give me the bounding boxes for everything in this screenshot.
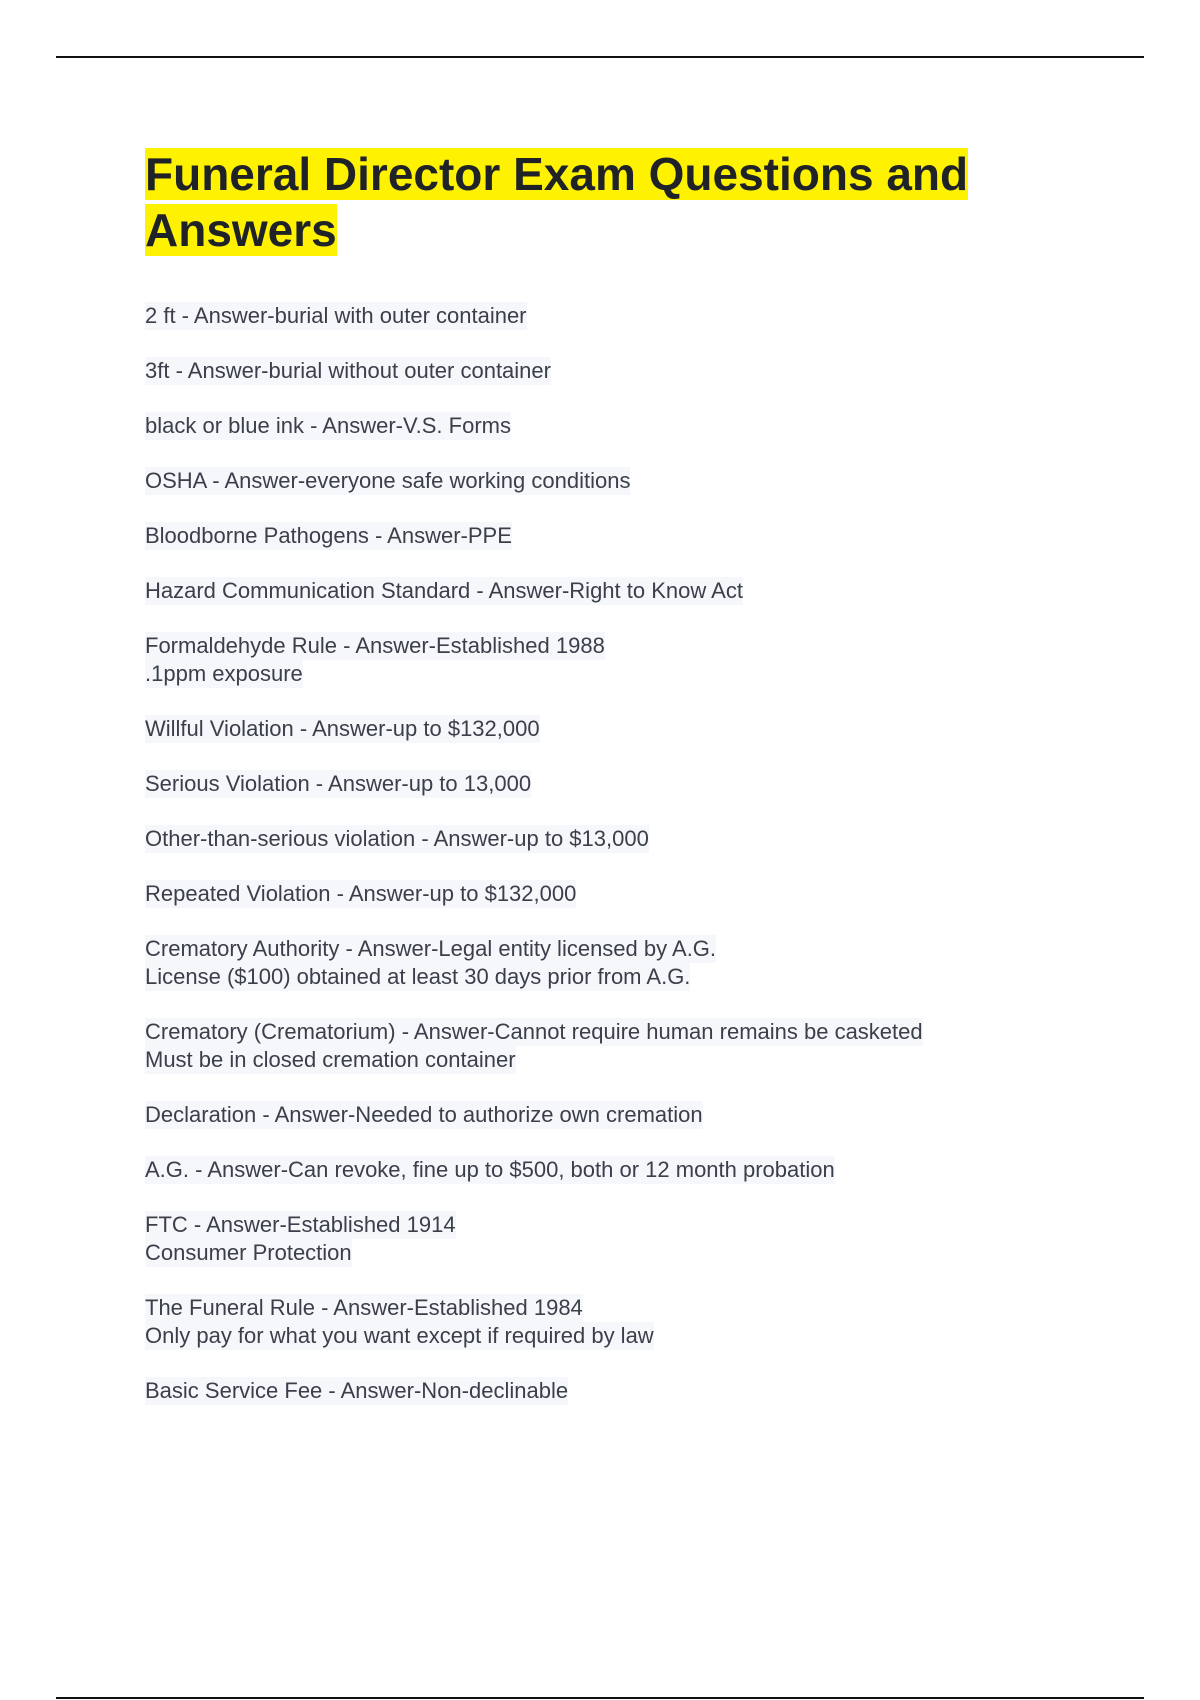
qa-text: Other-than-serious violation - Answer-up to $13,000 xyxy=(145,826,649,851)
qa-item xyxy=(145,770,1045,798)
qa-text-continued: License ($100) obtained at least 30 days prior from A.G. xyxy=(145,964,691,989)
qa-item xyxy=(145,1211,1045,1267)
qa-item xyxy=(145,577,1045,605)
qa-text: A.G. - Answer-Can revoke, fine up to $500, both or 12 month probation xyxy=(145,1157,835,1182)
qa-text: 3ft - Answer-burial without outer container xyxy=(145,358,551,383)
document-title xyxy=(145,146,1045,258)
qa-item xyxy=(145,880,1045,908)
qa-item xyxy=(145,632,1045,688)
qa-text: Bloodborne Pathogens - Answer-PPE xyxy=(145,523,512,548)
qa-text: Formaldehyde Rule - Answer-Established 1988 xyxy=(145,633,605,658)
qa-text: 2 ft - Answer-burial with outer container xyxy=(145,303,527,328)
qa-item xyxy=(145,412,1045,440)
qa-item xyxy=(145,935,1045,991)
qa-item xyxy=(145,357,1045,385)
qa-text: Hazard Communication Standard - Answer-Right to Know Act xyxy=(145,578,743,603)
qa-item xyxy=(145,715,1045,743)
bottom-rule xyxy=(56,1697,1144,1699)
qa-text: Crematory Authority - Answer-Legal entity licensed by A.G. xyxy=(145,936,717,961)
qa-text: Crematory (Crematorium) - Answer-Cannot require human remains be casketed xyxy=(145,1019,923,1044)
qa-text: OSHA - Answer-everyone safe working conditions xyxy=(145,468,631,493)
top-rule xyxy=(56,56,1144,58)
qa-item xyxy=(145,1156,1045,1184)
qa-text: Declaration - Answer-Needed to authorize own cremation xyxy=(145,1102,703,1127)
qa-item xyxy=(145,522,1045,550)
qa-item xyxy=(145,825,1045,853)
title-line-1: Funeral Director Exam Questions and xyxy=(145,148,969,200)
qa-list xyxy=(145,302,1045,1405)
qa-text: Willful Violation - Answer-up to $132,000 xyxy=(145,716,540,741)
qa-text: Basic Service Fee - Answer-Non-declinable xyxy=(145,1378,569,1403)
qa-text: Serious Violation - Answer-up to 13,000 xyxy=(145,771,532,796)
qa-item xyxy=(145,467,1045,495)
title-line-2: Answers xyxy=(145,204,337,256)
qa-text: black or blue ink - Answer-V.S. Forms xyxy=(145,413,511,438)
qa-text: FTC - Answer-Established 1914 xyxy=(145,1212,456,1237)
qa-item xyxy=(145,1101,1045,1129)
qa-item xyxy=(145,302,1045,330)
qa-item xyxy=(145,1018,1045,1074)
qa-text: Repeated Violation - Answer-up to $132,000 xyxy=(145,881,577,906)
qa-text-continued: Must be in closed cremation container xyxy=(145,1047,516,1072)
qa-item xyxy=(145,1377,1045,1405)
qa-text-continued: Only pay for what you want except if required by law xyxy=(145,1323,654,1348)
document-body xyxy=(145,146,1045,1432)
qa-item xyxy=(145,1294,1045,1350)
qa-text-continued: .1ppm exposure xyxy=(145,661,303,686)
qa-text: The Funeral Rule - Answer-Established 1984 xyxy=(145,1295,583,1320)
qa-text-continued: Consumer Protection xyxy=(145,1240,352,1265)
